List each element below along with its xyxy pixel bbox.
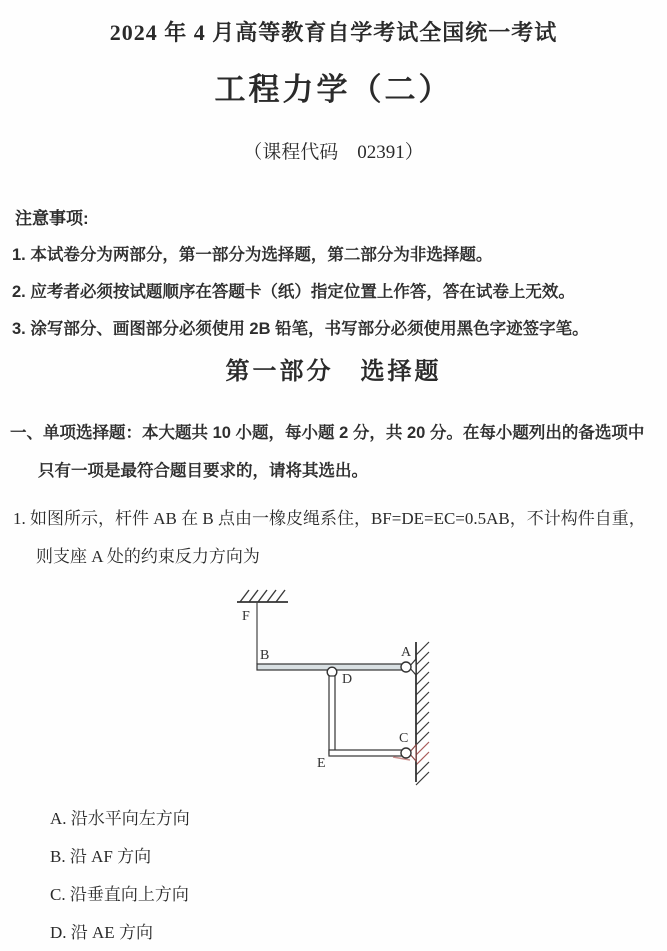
section-instruction-line-2: 只有一项是最符合题目要求的，请将其选出。 [38, 462, 368, 480]
bar-DE [329, 676, 335, 754]
option-B: B. 沿 AF 方向 [50, 847, 152, 866]
notice-item-3: 3. 涂写部分、画图部分必须使用 2B 铅笔，书写部分必须使用黑色字迹签字笔。 [12, 320, 589, 338]
notice-item-1: 1. 本试卷分为两部分，第一部分为选择题，第二部分为非选择题。 [12, 246, 493, 264]
pin-D [327, 667, 337, 677]
figure-label-A: A [401, 645, 412, 660]
section-instruction-line-1: 一、单项选择题：本大题共 10 小题，每小题 2 分，共 20 分。在每小题列出的备选项中 [10, 424, 645, 442]
notice-item-2: 2. 应考者必须按试题顺序在答题卡（纸）指定位置上作答，答在试卷上无效。 [12, 283, 575, 301]
bar-EC [329, 750, 402, 756]
course-code: （课程代码 02391） [243, 142, 424, 163]
option-D: D. 沿 AE 方向 [50, 923, 153, 942]
exam-session-title: 2024 年 4 月高等教育自学考试全国统一考试 [109, 20, 558, 45]
question-1-figure [180, 580, 470, 800]
figure-label-C: C [399, 731, 409, 746]
pin-A [401, 662, 411, 672]
figure-label-F: F [242, 609, 250, 624]
pin-C [401, 748, 411, 758]
figure-label-B: B [260, 648, 270, 663]
question-1-text-line-1: 1. 如图所示，杆件 AB 在 B 点由一橡皮绳系住，BF=DE=EC=0.5AB，不计构件自重， [13, 509, 646, 528]
part-one-heading: 第一部分 选择题 [225, 358, 442, 385]
course-title: 工程力学（二） [214, 72, 453, 107]
notices-heading: 注意事项: [15, 209, 89, 228]
option-A: A. 沿水平向左方向 [50, 809, 190, 828]
figure-label-D: D [342, 672, 353, 687]
option-C: C. 沿垂直向上方向 [50, 885, 189, 904]
question-1-text-line-2: 则支座 A 处的约束反力方向为 [36, 547, 260, 566]
ceiling-support-hatch [240, 590, 285, 602]
wall-hatch [416, 642, 429, 785]
figure-label-E: E [317, 756, 326, 771]
